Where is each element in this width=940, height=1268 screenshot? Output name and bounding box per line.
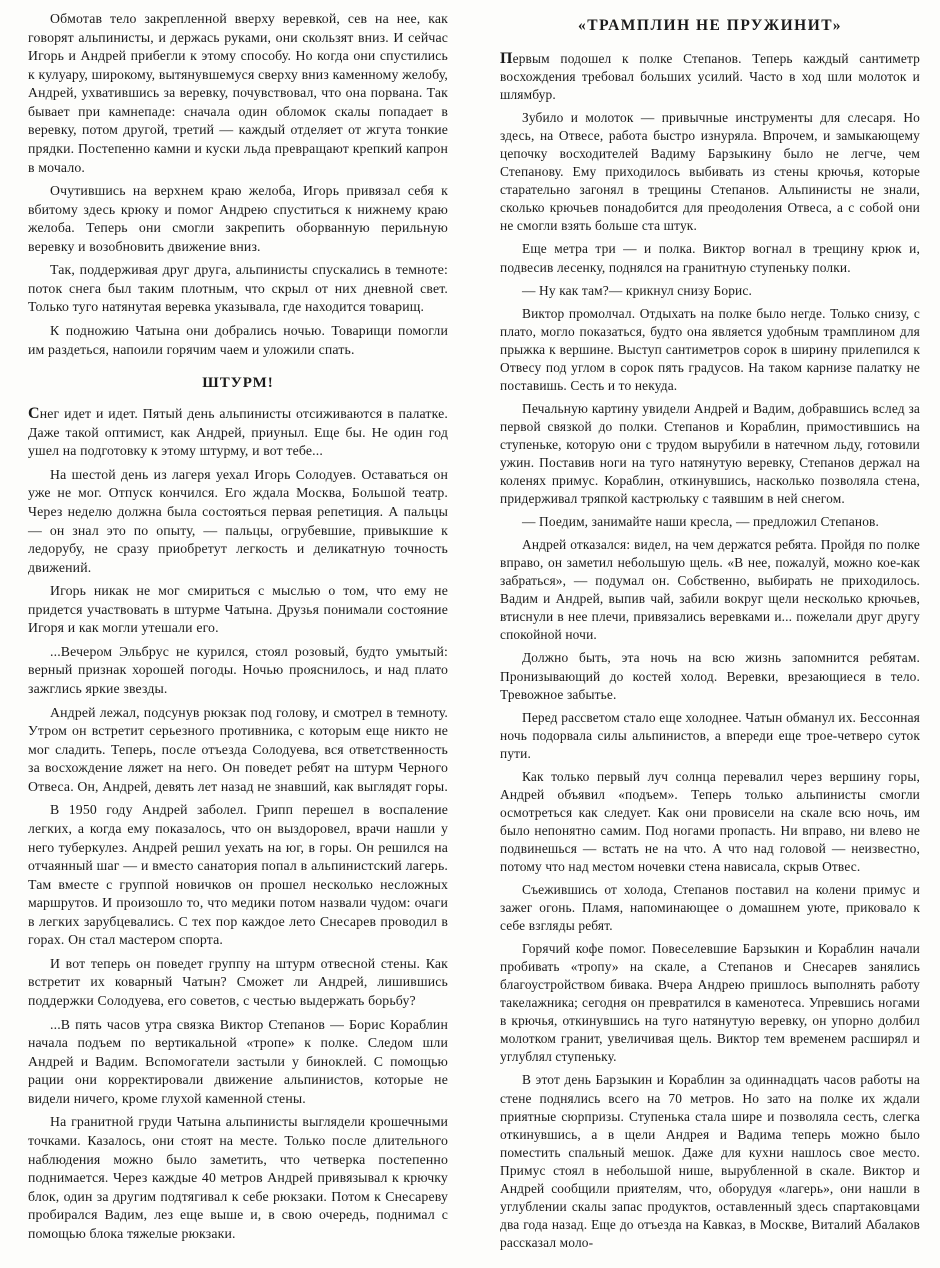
paragraph: Так, поддерживая друг друга, альпинисты спускались в темноте: поток снега был таким плотным, что скрыл от них дневной свет. Только туго натянутая веревка указывала, где находится товарищ. xyxy=(28,262,448,315)
left-column xyxy=(28,10,448,1248)
paragraph: На шестой день из лагеря уехал Игорь Солодуев. Оставаться он уже не мог. Отпуск кончился. Его ждала Москва, Большой театр. Через неделю должна была состояться первая репетиция. А пальцы — он знал это по опыту, — пальцы, огрубевшие, привыкшие к ледорубу, не сразу приобретут легкость и деликатную точность движений. xyxy=(28,466,448,575)
paragraph: В 1950 году Андрей заболел. Грипп перешел в воспаление легких, а когда ему показалось, что он выздоровел, врачи нашли у него туберкулез. Андрей решил уехать на юг, в горы. Он решился на отчаянный шаг — и вместо санатория попал в альпинистский лагерь. Там вместе с группой новичков он прошел несколько несложных маршрутов. И произошло то, что медики потом назвали чудом: очаги в легких зарубцевались. С тех пор каждое лето Снесарев проводил в горах. Он стал мастером спорта. xyxy=(28,802,448,948)
paragraph: Должно быть, эта ночь на всю жизнь запомнится ребятам. Пронизывающий до костей холод. Веревки, врезающиеся в тело. Тревожное забытье. xyxy=(500,650,920,702)
section-heading-shturm: ШТУРМ! xyxy=(202,375,274,392)
paragraph: В этот день Барзыкин и Кораблин за одиннадцать часов работы на стене поднялись всего на 70 метров. Но зато на полке их ждали приятные сюрпризы. Ступенька стала шире и позволяла сесть, слегка откинувшись, а в щели Андрея и Вадима теперь можно было поместить спальный мешок. Даже для кухни нашлось свое место. Примус стоял в небольшой нише, вырубленной в скале. Виктор и Андрей сообщили приятелям, что, оборудуя «лагерь», они нашли в углублении скалы запас продуктов, оставленный здесь спартаковцами два года назад. Еще до отъезда на Кавказ, в Москве, Виталий Абалаков рассказал моло- xyxy=(500,1072,920,1250)
paragraph: Первым подошел к полке Степанов. Теперь каждый сантиметр восхождения требовал больших усилий. Часто в ход шли молоток и шлямбур. xyxy=(500,50,920,103)
paragraph: Как только первый луч солнца перевалил через вершину горы, Андрей объявил «подъем». Теперь только альпинисты смогли осмотреться как следует. Как они провисели на скале всю ночь, им было непонятно самим. Под ногами пропасть. Ни вправо, ни влево не подвинешься — встать не на что. А что над головой — неизвестно, потому что над местом ночевки стена нависала, скрыв Отвес. xyxy=(500,768,920,874)
right-column xyxy=(500,10,920,1257)
paragraph: ...В пять часов утра связка Виктор Степанов — Борис Кораблин начала подъем по вертикальной «тропе» к полке. Следом шли Андрей и Вадим. Вспомогатели застыли у биноклей. С помощью рации они корректировали движение альпинистов, которые не видели ничего, кроме глухой каменной стены. xyxy=(28,1016,448,1106)
paragraph: К подножию Чатына они добрались ночью. Товарищи помогли им раздеться, напоили горячим чаем и уложили спать. xyxy=(28,323,448,357)
paragraph: — Ну как там?— крикнул снизу Борис. xyxy=(522,282,752,298)
paragraph: Андрей лежал, подсунув рюкзак под голову, и смотрел в темноту. Утром он встретит серьезного противника, с которым еще никто не мог сладить. Теперь, после отъезда Солодуева, вся ответственность за восхождение ляжет на него. Он поведет ребят на штурм Черного Отвеса. Он, Андрей, девять лет назад не знавший, как выглядят горы. xyxy=(28,704,448,794)
paragraph: ...Вечером Эльбрус не курился, стоял розовый, будто умытый: верный признак хорошей погоды. Ночью прояснилось, и над плато зажглись яркие звезды. xyxy=(28,643,448,696)
paragraph: — Поедим, занимайте наши кресла, — предложил Степанов. xyxy=(522,514,880,530)
paragraph: Печальную картину увидели Андрей и Вадим, добравшись вслед за первой связкой до полки. Степанов и Кораблин, примостившись на ступеньке, которую они с трудом вырубили в натечном льду, готовили ужин. Поставив ноги на туго натянутую веревку, Степанов держал на коленях примус. Кораблин, откинувшись, насколько позволяла стена, придерживал тряпкой кастрюльку с таявшим в ней снегом. xyxy=(500,400,920,507)
paragraph: Андрей отказался: видел, на чем держатся ребята. Пройдя по полке вправо, он заметил небольшую щель. «В нее, пожалуй, можно кое-как забраться», — подумал он. Собственно, выбирать не приходилось. Вадим и Андрей, выпив чай, забили вокруг щели несколько крючьев, втиснули в нее плечи, привязались веревками и... пожелали друг другу спокойной ночи. xyxy=(500,537,920,643)
paragraph: Обмотав тело закрепленной вверху веревкой, сев на нее, как говорят альпинисты, и держась руками, они скользят вниз. И сейчас Игорь и Андрей прибегли к этому способу. Но когда они спустились к кулуару, широкому, вытянувшемуся сверху вниз каменному желобу, Андрей, ухватившись за веревку, почувствовал, что она порвана. Так бывает при камнепаде: сначала один обломок скалы попадает в веревку, потом другой, третий — каждый отделяет от жгута тонкие прядки. Постепенно камни и куски льда превращают крепкий капрон в мочало. xyxy=(28,11,448,175)
paragraph: Очутившись на верхнем краю желоба, Игорь привязал себя к вбитому здесь крюку и помог Андрею спуститься к нижнему краю желоба. Теперь они смогли закрепить оборванную перильную веревку и возобновить движение вниз. xyxy=(28,183,448,254)
paragraph: Снег идет и идет. Пятый день альпинисты отсиживаются в палатке. Даже такой оптимист, как Андрей, приуныл. Еще бы. Не один год ушел на подготовку к этому штурму, и вот тебе... xyxy=(28,405,448,459)
paragraph: Еще метра три — и полка. Виктор вогнал в трещину крюк и, подвесив лесенку, поднялся на гранитную ступеньку полки. xyxy=(500,241,920,275)
paragraph: Перед рассветом стало еще холоднее. Чатын обманул их. Бессонная ночь подорвала силы альпинистов, а впереди еще трое-четверо суток пути. xyxy=(500,709,920,761)
paragraph: И вот теперь он поведет группу на штурм отвесной стены. Как встретит их коварный Чатын? Сможет ли Андрей, лишившись поддержки Солодуева, его советов, с честью выдержать борьбу? xyxy=(28,955,448,1008)
paragraph: Виктор промолчал. Отдыхать на полке было негде. Только снизу, с плато, могло показаться, будто она является удобным трамплином для прыжка к вершине. Выступ сантиметров сорок в ширину прилепился к Отвесу под углом в сорок пять градусов. На таком карнизе палатку не поставишь. Сесть и то некуда. xyxy=(500,305,920,393)
paragraph: Съежившись от холода, Степанов поставил на колени примус и зажег огонь. Пламя, напоминающее о домашнем уюте, приковало к себе взгляды ребят. xyxy=(500,882,920,934)
paragraph: Игорь никак не мог смириться с мыслью о том, что ему не придется участвовать в штурме Чатына. Друзья понимали состояние Игоря и как могли утешали его. xyxy=(28,583,448,636)
paragraph: Горячий кофе помог. Повеселевшие Барзыкин и Кораблин начали пробивать «тропу» на скале, а Степанов и Снесарев занялись благоустройством бивака. Вчера Андрею пришлось выполнять работу такелажника; сегодня он превратился в каменотеса. Упревшись ногами в крючья, откинувшись на туго натянутую веревку, он упорно долбил молотком гранит, увеличивая щель. Виктор тем временем расширял и углублял ступеньку. xyxy=(500,941,920,1065)
section-heading-tramplin: «ТРАМПЛИН НЕ ПРУЖИНИТ» xyxy=(578,17,842,34)
paragraph: На гранитной груди Чатына альпинисты выглядели крошечными точками. Казалось, они стоят на месте. Только после длительного наблюдения можно было заметить, что четверка постепенно поднимается. Через каждые 40 метров Андрей привязывал к крючку блок, один за другим подтягивал к себе рюкзаки. Потом к Снесареву пробирался Вадим, лез еще выше и, в свою очередь, поднимал с помощью блока тяжелые рюкзаки. xyxy=(28,1114,448,1241)
paragraph: Зубило и молоток — привычные инструменты для слесаря. Но здесь, на Отвесе, работа быстро изнуряла. Впрочем, и замыкающему цепочку восходителей Вадиму Барзыкину было не легче, чем Степанову. Ему приходилось выбивать из стены крючья, которые старательно загонял в трещины Степанов. Альпинисты не знали, сколько крючьев понадобится для преодоления Отвеса, а с собой они не смогли взять больше ста штук. xyxy=(500,110,920,234)
